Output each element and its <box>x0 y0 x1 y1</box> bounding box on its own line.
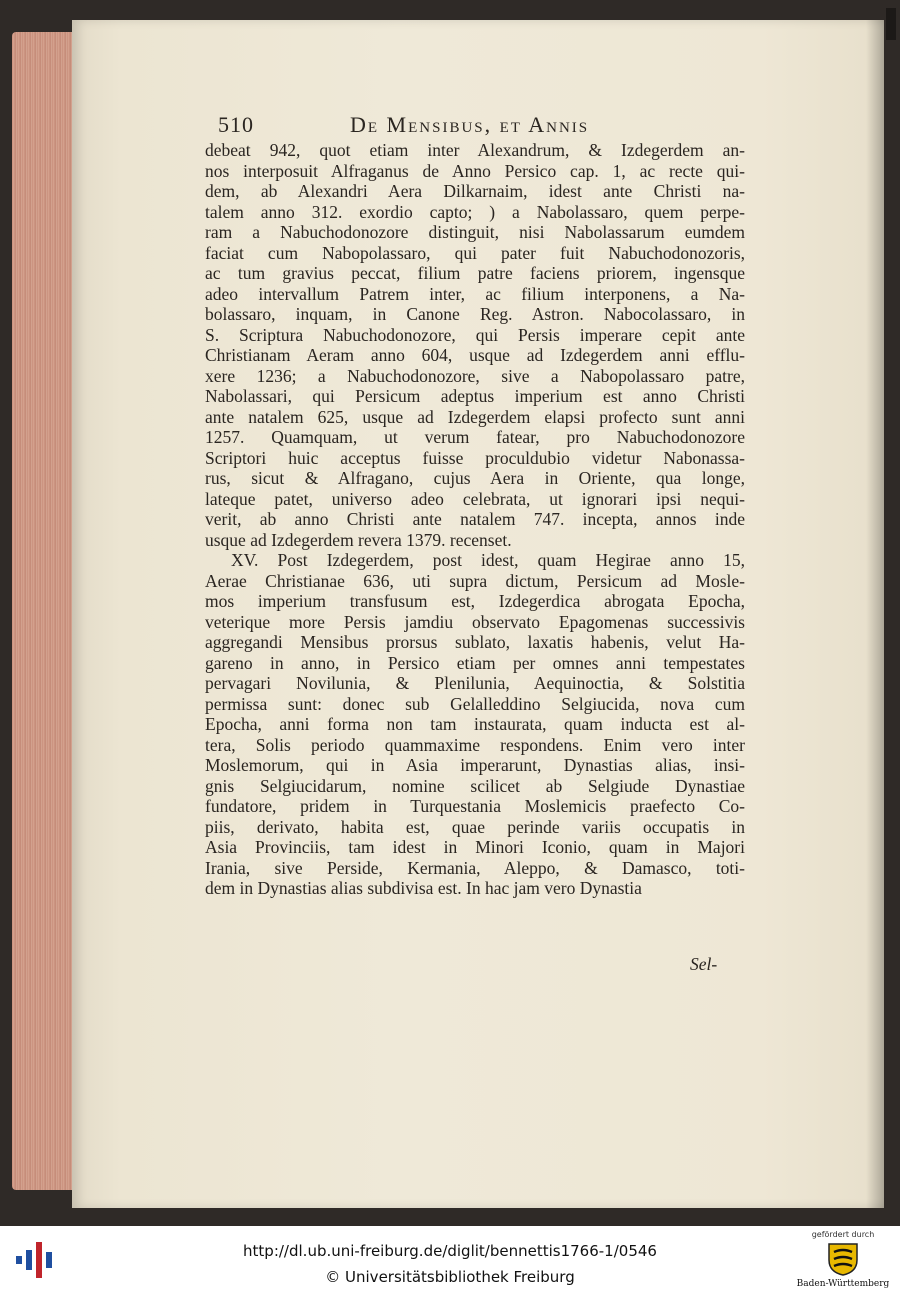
running-head <box>218 112 638 142</box>
text-line: Nabolassari, qui Persicum adeptus imperium est anno Christi <box>205 386 745 406</box>
text-line: 1257. Quamquam, ut verum fatear, pro Nabuchodonozore <box>205 427 745 447</box>
gutter-shadow <box>866 20 884 1208</box>
text-line: usque ad Izdegerdem revera 1379. recenset. <box>205 529 512 550</box>
text-line: nos interposuit Alfraganus de Anno Persico cap. 1, ac recte qui- <box>205 160 745 181</box>
running-title: De Mensibus, et Annis <box>350 112 590 137</box>
text-line: S. Scriptura Nabuchodonozore, qui Persis imperare cepit ante <box>205 324 745 345</box>
text-line: permissa sunt: donec sub Gelalleddino Selgiucida, nova cum <box>205 693 745 714</box>
sponsor-label: gefördert durch <box>811 1230 875 1239</box>
text-line: fundatore, pridem in Turquestania Moslemicis praefecto Co- <box>205 796 745 816</box>
text-line: rus, sicut & Alfragano, cujus Aera in Oriente, qua longe, <box>205 468 745 488</box>
sponsor-name: Baden-Württemberg <box>796 1279 890 1289</box>
text-line: dem in Dynastias alias subdivisa est. In hac jam vero Dynastia <box>205 878 642 898</box>
text-line: talem anno 312. exordio capto; ) a Nabolassaro, quem perpe- <box>205 201 745 222</box>
text-line: gareno in anno, in Persico etiam per omnes anni tempestates <box>205 652 745 673</box>
text-line: XV. Post Izdegerdem, post idest, quam Hegirae anno 15, <box>231 550 745 570</box>
text-line: aggregandi Mensibus prorsus sublato, laxatis habenis, velut Ha- <box>205 632 745 652</box>
text-line: veterique more Persis jamdiu observato Epagomenas successivis <box>205 611 745 632</box>
text-line: debeat 942, quot etiam inter Alexandrum, & Izdegerdem an- <box>205 140 745 160</box>
text-line: Irania, sive Perside, Kermania, Aleppo, & Damasco, toti- <box>205 857 745 878</box>
sponsor-block <box>790 1230 896 1290</box>
text-line: adeo intervallum Patrem inter, ac filium interponens, a Na- <box>205 283 745 304</box>
copyright-notice: © Universitätsbibliothek Freiburg <box>325 1268 575 1286</box>
text-line: lateque patet, universo adeo celebrata, ut ignorari ipsi nequi- <box>205 488 745 509</box>
text-line: faciat cum Nabopolassaro, qui pater fuit Nabuchodonozoris, <box>205 242 745 263</box>
baden-wuerttemberg-crest-icon <box>823 1242 863 1276</box>
text-line: dem, ab Alexandri Aera Dilkarnaim, idest ante Christi na- <box>205 181 745 201</box>
text-line: Moslemorum, qui in Asia imperarunt, Dynastias alias, insi- <box>205 755 745 775</box>
document-url[interactable]: http://dl.ub.uni-freiburg.de/diglit/bennettis1766-1/0546 <box>243 1242 657 1260</box>
text-line: gnis Selgiucidarum, nomine scilicet ab Selgiude Dynastiae <box>205 775 745 796</box>
text-line: ante natalem 625, usque ad Izdegerdem elapsi profecto sunt anni <box>205 406 745 427</box>
text-line: Epocha, anni forma non tam instaurata, quam inducta est al- <box>205 714 745 734</box>
text-line: Asia Provinciis, tam idest in Minori Iconio, quam in Majori <box>205 837 745 857</box>
text-line: mos imperium transfusum est, Izdegerdica abrogata Epocha, <box>205 591 745 611</box>
body-text <box>205 140 745 899</box>
text-line: pervagari Novilunia, & Plenilunia, Aequinoctia, & Solstitia <box>205 673 745 693</box>
text-line: bolassaro, inquam, in Canone Reg. Astron. Nabocolassaro, in <box>205 304 745 324</box>
text-line: piis, derivato, habita est, quae perinde variis occupatis in <box>205 816 745 837</box>
text-line: verit, ab anno Christi ante natalem 747. incepta, annos inde <box>205 509 745 529</box>
text-line: tera, Solis periodo quammaxime respondens. Enim vero inter <box>205 734 745 755</box>
text-line: Scriptori huic acceptus fuisse proculdubio videtur Nabonassa- <box>205 447 745 468</box>
catchword: Sel- <box>690 954 718 974</box>
page-number: 510 <box>218 112 254 137</box>
text-line: Christianam Aeram anno 604, usque ad Izdegerdem anni efflu- <box>205 345 745 365</box>
text-line: ram a Nabuchodonozore distinguit, nisi Nabolassarum eumdem <box>205 222 745 242</box>
text-line: ac tum gravius peccat, filium patre faciens priorem, ingensque <box>205 263 745 283</box>
scan-corner-mark <box>886 8 896 40</box>
text-line: xere 1236; a Nabuchodonozore, sive a Nabopolassaro patre, <box>205 365 745 386</box>
book-page-edges <box>12 32 74 1190</box>
viewer-footer <box>0 1226 900 1292</box>
text-line: Aerae Christianae 636, uti supra dictum, Persicum ad Mosle- <box>205 570 745 591</box>
